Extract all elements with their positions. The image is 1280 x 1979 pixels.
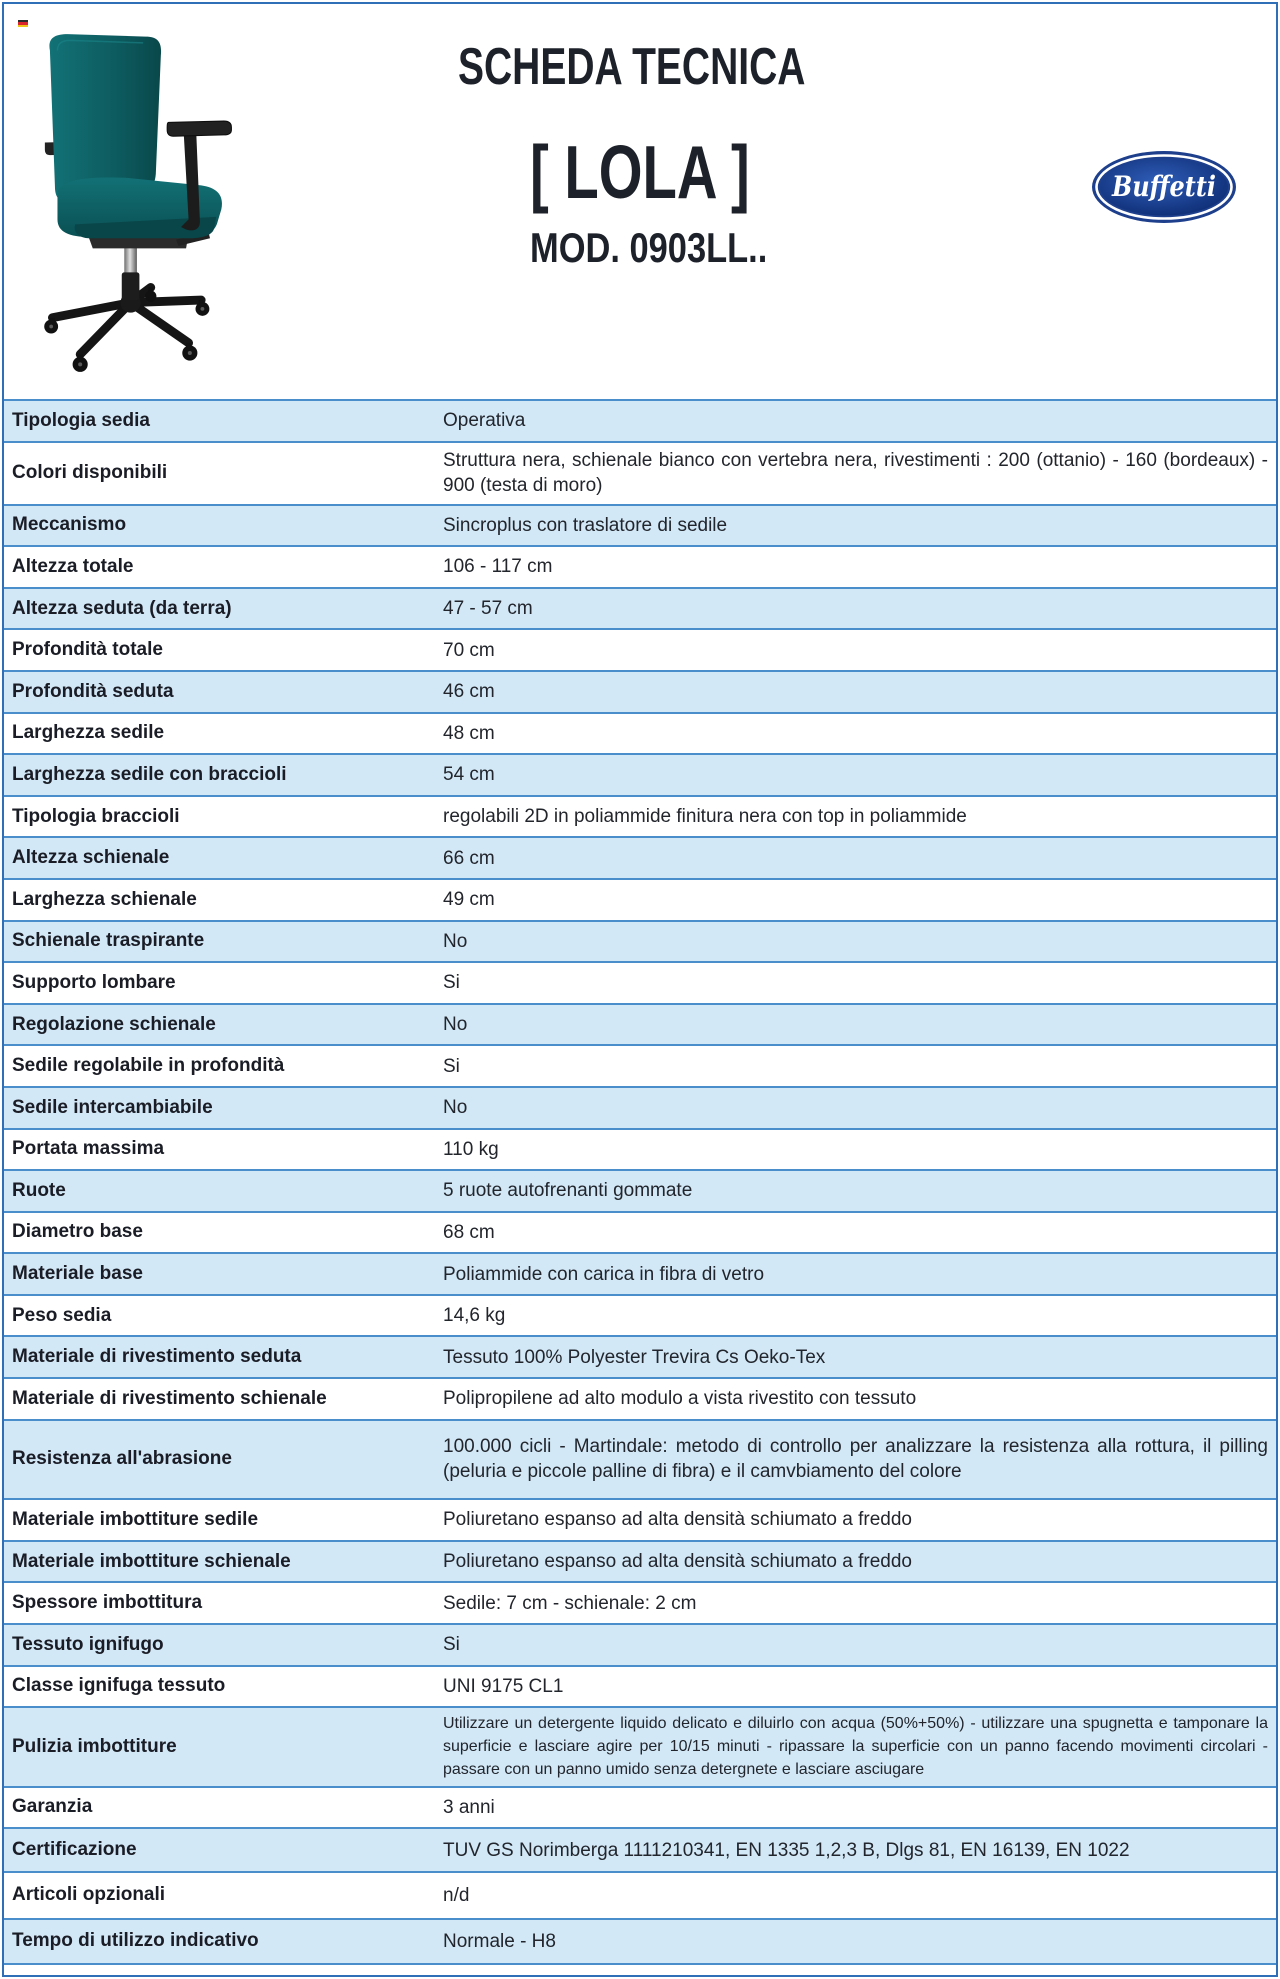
spec-row	[4, 797, 1276, 839]
model-code: MOD. 0903LL..	[530, 224, 768, 271]
spec-label: Garanzia	[12, 1796, 93, 1818]
spec-value-cell	[432, 1625, 1276, 1665]
spec-row	[4, 1088, 1276, 1130]
spec-value: 5 ruote autofrenanti gommate	[443, 1180, 693, 1202]
spec-value-cell	[432, 1046, 1276, 1086]
spec-value-cell	[432, 1130, 1276, 1170]
spec-row	[4, 589, 1276, 631]
spec-row	[4, 630, 1276, 672]
spec-row	[4, 547, 1276, 589]
spec-label: Sedile intercambiabile	[12, 1096, 213, 1118]
spec-value: Si	[443, 972, 460, 994]
spec-label: Tessuto ignifugo	[12, 1633, 164, 1655]
spec-value: 66 cm	[443, 847, 495, 869]
spec-value-cell	[432, 714, 1276, 754]
spec-label: Profondità totale	[12, 639, 163, 661]
spec-value-cell	[432, 1920, 1276, 1964]
spec-row	[4, 1829, 1276, 1873]
spec-row	[4, 1583, 1276, 1625]
spec-label: Materiale di rivestimento seduta	[12, 1346, 302, 1368]
spec-value-cell	[432, 1708, 1276, 1786]
spec-label: Larghezza schienale	[12, 888, 197, 910]
spec-value-cell	[432, 1088, 1276, 1128]
spec-value-cell	[432, 797, 1276, 837]
spec-label: Tipologia sedia	[12, 409, 150, 431]
spec-label: Materiale base	[12, 1263, 143, 1285]
spec-label: Larghezza sedile con braccioli	[12, 763, 287, 785]
spec-label: Tipologia braccioli	[12, 805, 180, 827]
spec-row	[4, 1708, 1276, 1788]
spec-value: TUV GS Norimberga 1111210341, EN 1335 1,2,3 B, Dlgs 81, EN 16139, EN 1022	[443, 1839, 1130, 1861]
spec-row	[4, 1213, 1276, 1255]
spec-row	[4, 963, 1276, 1005]
spec-row	[4, 1788, 1276, 1830]
spec-value-cell	[432, 1583, 1276, 1623]
spec-label: Spessore imbottitura	[12, 1592, 203, 1614]
spec-value: No	[443, 930, 468, 952]
spec-value: Poliuretano espanso ad alta densità schiumato a freddo	[443, 1551, 912, 1573]
spec-row	[4, 755, 1276, 797]
spec-label: Altezza totale	[12, 555, 134, 577]
spec-label: Larghezza sedile	[12, 722, 165, 744]
spec-label: Ruote	[12, 1179, 66, 1201]
spec-row	[4, 922, 1276, 964]
spec-label: Profondità seduta	[12, 680, 174, 702]
spec-value: n/d	[443, 1884, 470, 1906]
spec-value-cell	[432, 401, 1276, 441]
spec-row	[4, 1296, 1276, 1338]
product-name: [ LOLA ]	[530, 130, 750, 214]
spec-value-cell	[432, 755, 1276, 795]
spec-sheet	[2, 2, 1278, 1977]
spec-value-cell	[432, 672, 1276, 712]
spec-row	[4, 443, 1276, 506]
spec-value-cell	[432, 506, 1276, 546]
spec-value-cell	[432, 1421, 1276, 1499]
spec-value-cell	[432, 963, 1276, 1003]
spec-value-cell	[432, 880, 1276, 920]
spec-row	[4, 1379, 1276, 1421]
spec-label: Supporto lombare	[12, 971, 176, 993]
spec-value-cell	[432, 443, 1276, 504]
spec-row	[4, 401, 1276, 443]
spec-row	[4, 1254, 1276, 1296]
spec-value-cell	[432, 1500, 1276, 1540]
spec-value: UNI 9175 CL1	[443, 1675, 564, 1697]
spec-value: 100.000 cicli - Martindale: metodo di controllo per analizzare la resistenza alla rottura, il pilling (peluria e piccole palline di fibra) e il camvbiamento del colore	[443, 1436, 1268, 1483]
spec-table	[4, 399, 1276, 1965]
spec-row	[4, 880, 1276, 922]
spec-value: Normale - H8	[443, 1930, 556, 1952]
spec-label: Regolazione schienale	[12, 1013, 216, 1035]
spec-row	[4, 1625, 1276, 1667]
spec-label: Colori disponibili	[12, 462, 168, 484]
spec-value: Operativa	[443, 410, 526, 432]
spec-value: Si	[443, 1634, 460, 1656]
spec-row	[4, 1005, 1276, 1047]
spec-row	[4, 672, 1276, 714]
page-title: SCHEDA TECNICA	[458, 38, 806, 96]
spec-value-cell	[432, 1213, 1276, 1253]
spec-value: Utilizzare un detergente liquido delicato e diluirlo con acqua (50%+50%) - utilizzare una spugnetta e tamponare la superficie e lasciare agire per 10/15 minuti - ripassare la superficie con un panno facendo movimenti circolari - passare con un panno umido senza detergnete e lasciare asciugare	[443, 1715, 1268, 1779]
spec-value: 106 - 117 cm	[443, 556, 553, 578]
spec-value: Si	[443, 1055, 460, 1077]
spec-value-cell	[432, 838, 1276, 878]
spec-value: Poliuretano espanso ad alta densità schiumato a freddo	[443, 1509, 912, 1531]
spec-value: 3 anni	[443, 1796, 495, 1818]
spec-label: Classe ignifuga tessuto	[12, 1675, 226, 1697]
spec-value: Poliammide con carica in fibra di vetro	[443, 1263, 765, 1285]
spec-row	[4, 1421, 1276, 1501]
spec-label: Sedile regolabile in profondità	[12, 1055, 285, 1077]
spec-row	[4, 1130, 1276, 1172]
spec-value-cell	[432, 1542, 1276, 1582]
spec-value: Struttura nera, schienale bianco con vertebra nera, rivestimenti : 200 (ottanio) - 160 (bordeaux) - 900 (testa di moro)	[443, 450, 1268, 497]
spec-label: Meccanismo	[12, 514, 127, 536]
spec-row	[4, 1337, 1276, 1379]
spec-row	[4, 1500, 1276, 1542]
logo-text: Buffetti	[1111, 170, 1216, 203]
buffetti-logo	[1090, 149, 1238, 225]
spec-value-cell	[432, 1829, 1276, 1871]
spec-value-cell	[432, 630, 1276, 670]
spec-value-cell	[432, 589, 1276, 629]
spec-value: 70 cm	[443, 639, 495, 661]
spec-value-cell	[432, 1667, 1276, 1707]
spec-value: regolabili 2D in poliammide finitura nera con top in poliammide	[443, 806, 967, 828]
spec-label: Articoli opzionali	[12, 1884, 166, 1906]
spec-value-cell	[432, 1873, 1276, 1918]
spec-value: 54 cm	[443, 764, 495, 786]
spec-row	[4, 1920, 1276, 1966]
spec-label: Materiale di rivestimento schienale	[12, 1387, 327, 1409]
spec-value: 68 cm	[443, 1221, 495, 1243]
spec-value: Sedile: 7 cm - schienale: 2 cm	[443, 1592, 697, 1614]
spec-value: 48 cm	[443, 722, 495, 744]
spec-label: Materiale imbottiture sedile	[12, 1508, 259, 1530]
spec-value: 49 cm	[443, 889, 495, 911]
sheet-header	[4, 4, 1276, 400]
spec-label: Certificazione	[12, 1839, 137, 1861]
spec-row	[4, 1873, 1276, 1920]
spec-value-cell	[432, 547, 1276, 587]
spec-row	[4, 1171, 1276, 1213]
spec-value-cell	[432, 1254, 1276, 1294]
spec-label: Pulizia imbottiture	[12, 1735, 177, 1757]
spec-value: Polipropilene ad alto modulo a vista rivestito con tessuto	[443, 1388, 917, 1410]
spec-row	[4, 1542, 1276, 1584]
spec-value: No	[443, 1014, 468, 1036]
spec-row	[4, 714, 1276, 756]
spec-value-cell	[432, 1337, 1276, 1377]
spec-row	[4, 1667, 1276, 1709]
spec-row	[4, 838, 1276, 880]
spec-value: 14,6 kg	[443, 1305, 506, 1327]
spec-value: No	[443, 1097, 468, 1119]
spec-label: Altezza schienale	[12, 847, 170, 869]
spec-label: Schienale traspirante	[12, 930, 205, 952]
spec-label: Portata massima	[12, 1138, 165, 1160]
spec-value-cell	[432, 1171, 1276, 1211]
spec-value-cell	[432, 1788, 1276, 1828]
spec-label: Altezza seduta (da terra)	[12, 597, 232, 619]
spec-value: 47 - 57 cm	[443, 598, 533, 620]
spec-value: 110 kg	[443, 1138, 499, 1160]
spec-label: Tempo di utilizzo indicativo	[12, 1930, 259, 1952]
spec-row	[4, 1046, 1276, 1088]
spec-value-cell	[432, 1296, 1276, 1336]
spec-label: Diametro base	[12, 1221, 143, 1243]
spec-value: Tessuto 100% Polyester Trevira Cs Oeko-Tex	[443, 1346, 826, 1368]
spec-label: Materiale imbottiture schienale	[12, 1550, 291, 1572]
spec-value-cell	[432, 1379, 1276, 1419]
flag-icon	[18, 20, 28, 27]
office-chair-image	[31, 25, 239, 381]
spec-row	[4, 506, 1276, 548]
spec-label: Peso sedia	[12, 1304, 112, 1326]
spec-value: Sincroplus con traslatore di sedile	[443, 514, 728, 536]
spec-value-cell	[432, 1005, 1276, 1045]
spec-value-cell	[432, 922, 1276, 962]
spec-value: 46 cm	[443, 681, 495, 703]
spec-label: Resistenza all'abrasione	[12, 1448, 232, 1470]
